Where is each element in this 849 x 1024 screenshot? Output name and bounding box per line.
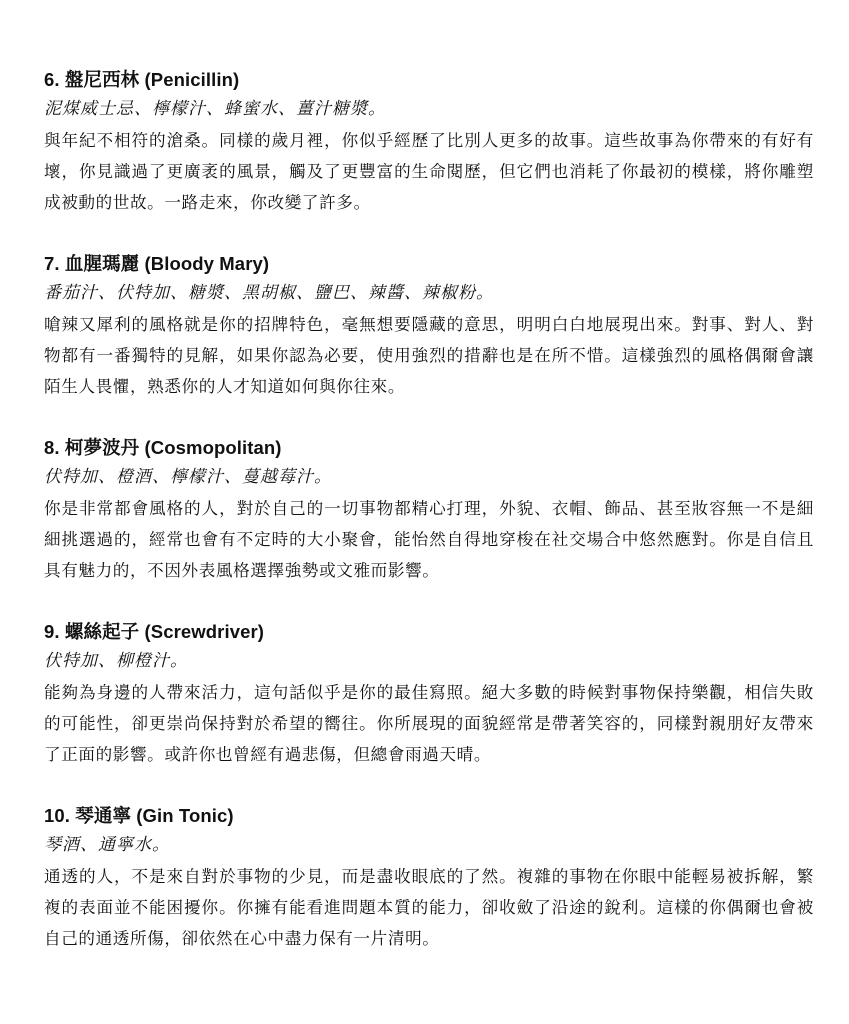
entry-description: 與年紀不相符的滄桑。同樣的歲月裡，你似乎經歷了比別人更多的故事。這些故事為你帶來的有好有壞，你見識過了更廣袤的風景，觸及了更豐富的生命閱歷，但它們也消耗了你最初的模樣，將你雕塑成被動的世故。一路走來，你改變了許多。 [44,131,814,212]
cocktail-entry-gin-tonic [44,802,814,954]
entry-description: 通透的人，不是來自對於事物的少見，而是盡收眼底的了然。複雜的事物在你眼中能輕易被拆解，繁複的表面並不能困擾你。你擁有能看進問題本質的能力，卻收斂了沿途的銳利。這樣的你偶爾也會被自己的通透所傷，卻依然在心中盡力保有一片清明。 [44,867,814,948]
entry-description: 你是非常都會風格的人，對於自己的一切事物都精心打理，外貌、衣帽、飾品、甚至妝容無一不是細細挑選過的，經常也會有不定時的大小聚會，能怡然自得地穿梭在社交場合中悠然應對。你是自信且具有魅力的，不因外表風格選擇強勢或文雅而影響。 [44,499,814,580]
cocktail-entry-penicillin [44,66,814,218]
entry-description: 能夠為身邊的人帶來活力，這句話似乎是你的最佳寫照。絕大多數的時候對事物保持樂觀，相信失敗的可能性，卻更崇尚保持對於希望的嚮往。你所展現的面貌經常是帶著笑容的，同樣對親朋好友帶來了正面的影響。或許你也曾經有過悲傷，但總會雨過天晴。 [44,683,814,764]
entry-description: 嗆辣又犀利的風格就是你的招牌特色，毫無想要隱藏的意思，明明白白地展現出來。對事、對人、對物都有一番獨特的見解，如果你認為必要，使用強烈的措辭也是在所不惜。這樣強烈的風格偶爾會讓陌生人畏懼，熟悉你的人才知道如何與你往來。 [44,315,814,396]
cocktail-entry-cosmopolitan [44,434,814,586]
entry-title: 7. 血腥瑪麗 (Bloody Mary) [44,253,270,274]
entry-ingredients: 琴酒、通寧水。 [44,835,170,855]
entry-ingredients: 番茄汁、伏特加、糖漿、黑胡椒、鹽巴、辣醬、辣椒粉。 [44,283,494,303]
cocktail-entry-screwdriver [44,618,814,770]
cocktail-entry-bloody-mary [44,250,814,402]
entry-ingredients: 伏特加、柳橙汁。 [44,651,188,671]
entry-ingredients: 伏特加、橙酒、檸檬汁、蔓越莓汁。 [44,467,332,487]
document-page [44,66,814,986]
entry-ingredients: 泥煤威士忌、檸檬汁、蜂蜜水、薑汁糖漿。 [44,99,386,119]
entry-title: 9. 螺絲起子 (Screwdriver) [44,621,265,642]
entry-title: 10. 琴通寧 (Gin Tonic) [44,805,234,826]
entry-title: 8. 柯夢波丹 (Cosmopolitan) [44,437,282,458]
entry-title: 6. 盤尼西林 (Penicillin) [44,69,240,90]
